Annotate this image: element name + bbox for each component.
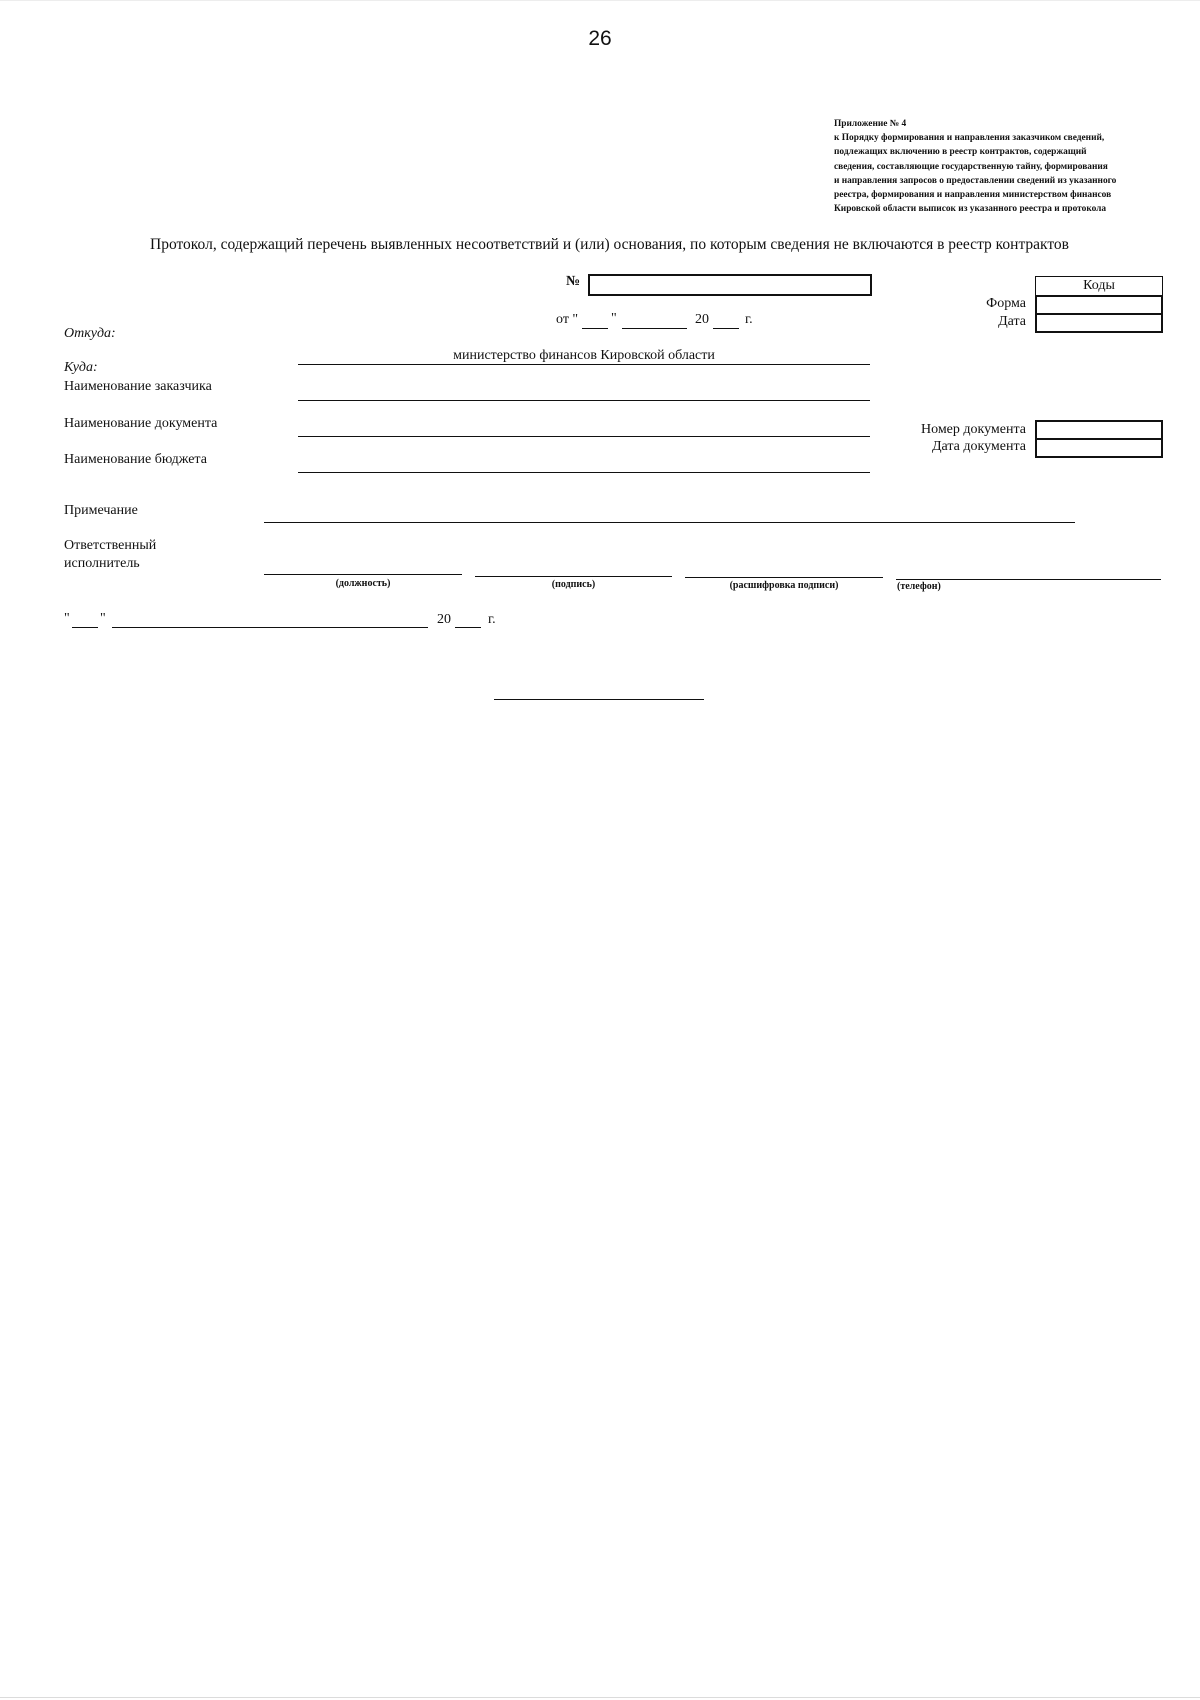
number-sign: № (566, 274, 581, 289)
bottom-date-open-quote: " (64, 611, 70, 626)
document-label: Наименование документа (64, 416, 218, 431)
kuda-label: Куда: (64, 360, 98, 375)
date-g: г. (745, 312, 753, 327)
scan-edge-bottom (0, 1697, 1200, 1698)
annex-line: сведения, составляющие государственную тайну, формирования (834, 161, 1108, 172)
doc-number-label: Номер документа (920, 422, 1026, 437)
phone-caption: (телефон) (897, 581, 941, 592)
date-year-field[interactable] (713, 328, 739, 329)
doc-date-field[interactable] (1035, 438, 1163, 458)
customer-name-field[interactable] (298, 400, 870, 401)
codes-header (1035, 276, 1163, 296)
annex-line: Кировской области выписок из указанного реестра и протокола (834, 204, 1107, 215)
position-field[interactable] (264, 574, 462, 575)
bottom-date-year-field[interactable] (455, 627, 481, 628)
decoding-caption: (расшифровка подписи) (729, 580, 839, 591)
kuda-value: министерство финансов Кировской области (453, 348, 715, 363)
data-label: Дата (998, 314, 1026, 329)
bottom-date-year-prefix: 20 (437, 612, 451, 627)
bottom-date-close-quote: " (100, 611, 106, 626)
bottom-date-month-field[interactable] (112, 627, 428, 628)
date-year-prefix: 20 (695, 312, 709, 327)
data-code-field[interactable] (1035, 313, 1163, 333)
date-quote: " (611, 311, 617, 326)
kuda-underline (298, 364, 870, 365)
note-label: Примечание (64, 503, 138, 518)
form-title: Протокол, содержащий перечень выявленных несоответствий и (или) основания, по которым сведения не включаются в реестр контрактов (150, 236, 1069, 253)
signature-caption: (подпись) (551, 579, 596, 590)
date-ot-label: от " (556, 312, 579, 327)
bottom-date-day-field[interactable] (72, 627, 98, 628)
annex-block (834, 117, 1116, 216)
annex-line: реестра, формирования и направления министерством финансов (834, 190, 1112, 201)
budget-name-field[interactable] (298, 472, 870, 473)
scan-edge-top (0, 0, 1200, 1)
annex-line: к Порядку формирования и направления заказчиком сведений, (834, 133, 1105, 144)
responsible-label: Ответственный (64, 538, 157, 553)
annex-line: подлежащих включению в реестр контрактов, содержащий (834, 147, 1087, 158)
signature-field[interactable] (475, 576, 672, 577)
phone-field[interactable] (896, 579, 1161, 580)
budget-label: Наименование бюджета (64, 452, 207, 467)
date-day-field[interactable] (582, 328, 608, 329)
otkuda-label: Откуда: (64, 326, 116, 341)
note-field[interactable] (264, 522, 1075, 523)
forma-label: Форма (986, 296, 1026, 311)
date-month-field[interactable] (622, 328, 687, 329)
responsible-label: исполнитель (64, 556, 140, 571)
doc-date-label: Дата документа (931, 439, 1026, 454)
forma-code-field[interactable] (1035, 295, 1163, 315)
document-name-field[interactable] (298, 436, 870, 437)
position-caption: (должность) (335, 578, 391, 589)
customer-label: Наименование заказчика (64, 379, 212, 394)
page-number: 26 (588, 27, 612, 50)
doc-number-field[interactable] (1035, 420, 1163, 440)
closing-separator (494, 699, 704, 700)
codes-header-label: Коды (1083, 278, 1115, 293)
bottom-date-g: г. (488, 612, 496, 627)
signature-decoding-field[interactable] (685, 577, 883, 578)
protocol-number-field[interactable] (588, 274, 872, 296)
annex-title: Приложение № 4 (834, 119, 907, 129)
annex-line: и направления запросов о предоставлении сведений из указанного (834, 175, 1117, 186)
